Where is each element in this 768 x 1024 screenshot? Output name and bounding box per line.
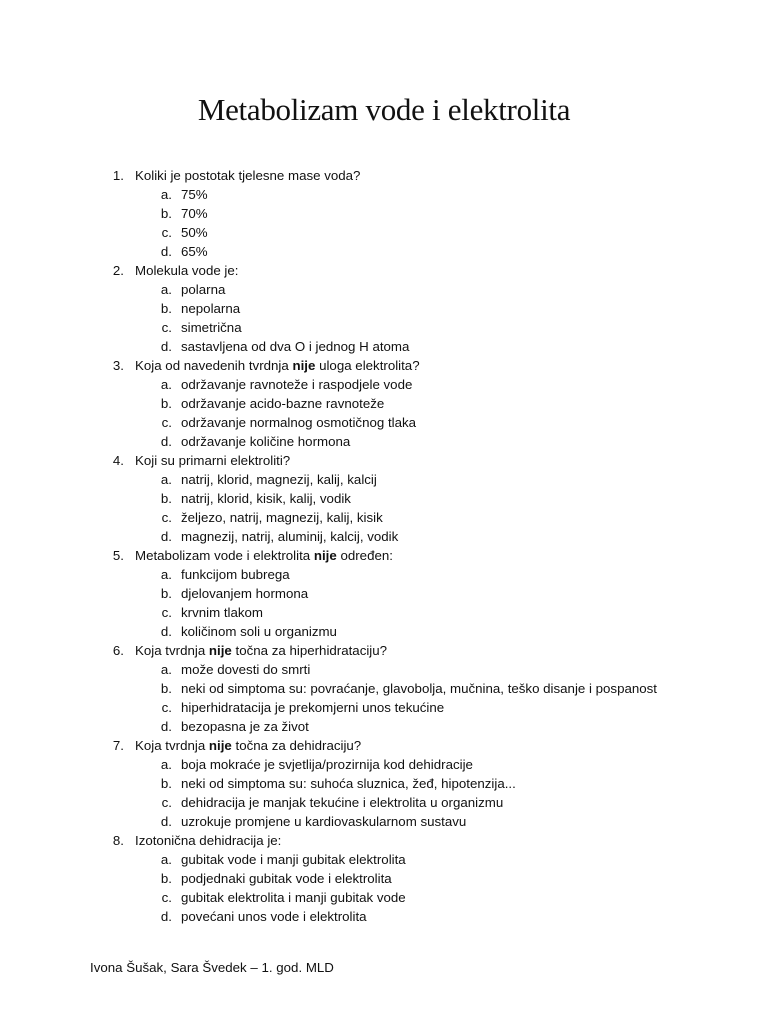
answer-option <box>0 223 768 242</box>
question-row <box>0 546 768 565</box>
answer-option <box>0 755 768 774</box>
answer-text: sastavljena od dva O i jednog H atoma <box>181 339 410 354</box>
answer-letter: c. <box>161 890 172 905</box>
answer-option <box>0 774 768 793</box>
authors-footer: Ivona Šušak, Sara Švedek – 1. god. MLD <box>90 960 334 975</box>
question-text-start: Molekula vode je: <box>135 263 239 278</box>
question-text <box>135 451 290 470</box>
answer-option <box>0 470 768 489</box>
answer-option <box>0 299 768 318</box>
question-row <box>0 641 768 660</box>
question-number: 4. <box>112 453 124 468</box>
answer-letter: d. <box>160 529 172 544</box>
answer-option <box>0 698 768 717</box>
answer-text: funkcijom bubrega <box>181 567 290 582</box>
answer-option <box>0 337 768 356</box>
answer-letter: d. <box>160 244 172 259</box>
answer-option <box>0 185 768 204</box>
question-number: 6. <box>112 643 124 658</box>
answer-letter: c. <box>161 415 172 430</box>
answer-letter: b. <box>160 871 172 886</box>
question-number: 8. <box>112 833 124 848</box>
answer-option <box>0 413 768 432</box>
answer-list <box>0 470 768 546</box>
question-item <box>0 736 768 831</box>
answer-option <box>0 869 768 888</box>
answer-text: gubitak elektrolita i manji gubitak vode <box>181 890 406 905</box>
answer-list <box>0 850 768 926</box>
answer-text: nepolarna <box>181 301 241 316</box>
question-text <box>135 831 281 850</box>
question-number: 3. <box>112 358 124 373</box>
question-list <box>0 166 768 926</box>
answer-text: natrij, klorid, magnezij, kalij, kalcij <box>181 472 377 487</box>
question-text-start: Metabolizam vode i elektrolita <box>135 548 314 563</box>
question-number: 7. <box>112 738 124 753</box>
answer-option <box>0 432 768 451</box>
answer-text: dehidracija je manjak tekućine i elektrolita u organizmu <box>181 795 504 810</box>
question-text-start: Koja od navedenih tvrdnja <box>135 358 293 373</box>
answer-text: održavanje ravnoteže i raspodjele vode <box>181 377 413 392</box>
question-text-start: Koji su primarni elektroliti? <box>135 453 291 468</box>
answer-text: povećani unos vode i elektrolita <box>181 909 367 924</box>
question-negation-emphasis: nije <box>208 738 232 753</box>
answer-option <box>0 242 768 261</box>
question-number: 2. <box>112 263 124 278</box>
answer-list <box>0 375 768 451</box>
answer-text: natrij, klorid, kisik, kalij, vodik <box>181 491 351 506</box>
answer-letter: b. <box>160 776 172 791</box>
answer-text: magnezij, natrij, aluminij, kalcij, vodik <box>181 529 399 544</box>
answer-letter: d. <box>160 814 172 829</box>
answer-option <box>0 850 768 869</box>
answer-letter: d. <box>160 434 172 449</box>
answer-option <box>0 793 768 812</box>
answer-text: 75% <box>181 187 208 202</box>
answer-letter: a. <box>160 662 172 677</box>
question-text-start: Koliki je postotak tjelesne mase voda? <box>135 168 361 183</box>
question-text-end: određen: <box>336 548 393 563</box>
answer-letter: d. <box>160 909 172 924</box>
question-text-start: Izotonična dehidracija je: <box>135 833 282 848</box>
answer-letter: b. <box>160 491 172 506</box>
answer-text: održavanje acido-bazne ravnoteže <box>181 396 385 411</box>
question-text-end: točna za dehidraciju? <box>231 738 362 753</box>
question-text <box>135 261 238 280</box>
answer-letter: a. <box>160 567 172 582</box>
answer-option <box>0 584 768 603</box>
answer-letter: c. <box>161 320 172 335</box>
question-item <box>0 451 768 546</box>
answer-letter: c. <box>161 795 172 810</box>
answer-list <box>0 280 768 356</box>
question-number: 1. <box>112 168 124 183</box>
question-text-start: Koja tvrdnja <box>135 738 209 753</box>
question-text <box>135 736 361 755</box>
answer-option <box>0 679 768 698</box>
answer-letter: b. <box>160 586 172 601</box>
answer-letter: c. <box>161 700 172 715</box>
answer-letter: d. <box>160 339 172 354</box>
question-row <box>0 451 768 470</box>
question-text-start: Koja tvrdnja <box>135 643 209 658</box>
answer-text: neki od simptoma su: povraćanje, glavobolja, mučnina, teško disanje i pospanost <box>181 681 658 696</box>
answer-option <box>0 622 768 641</box>
question-row <box>0 736 768 755</box>
answer-letter: c. <box>161 605 172 620</box>
answer-text: bezopasna je za život <box>181 719 309 734</box>
answer-text: krvnim tlakom <box>181 605 264 620</box>
answer-text: hiperhidratacija je prekomjerni unos tekućine <box>181 700 445 715</box>
answer-option <box>0 888 768 907</box>
answer-text: količinom soli u organizmu <box>181 624 337 639</box>
question-text-end: uloga elektrolita? <box>315 358 420 373</box>
question-negation-emphasis: nije <box>313 548 337 563</box>
answer-list <box>0 185 768 261</box>
question-number: 5. <box>112 548 124 563</box>
answer-text: održavanje količine hormona <box>181 434 351 449</box>
answer-option <box>0 508 768 527</box>
answer-letter: b. <box>160 681 172 696</box>
answer-letter: a. <box>160 757 172 772</box>
question-row <box>0 831 768 850</box>
answer-option <box>0 318 768 337</box>
answer-text: 70% <box>181 206 208 221</box>
answer-option <box>0 527 768 546</box>
answer-text: podjednaki gubitak vode i elektrolita <box>181 871 392 886</box>
answer-option <box>0 375 768 394</box>
question-row <box>0 166 768 185</box>
question-item <box>0 831 768 926</box>
question-item <box>0 641 768 736</box>
answer-letter: a. <box>160 187 172 202</box>
answer-list <box>0 660 768 736</box>
answer-letter: a. <box>160 282 172 297</box>
question-negation-emphasis: nije <box>292 358 316 373</box>
answer-option <box>0 812 768 831</box>
answer-text: gubitak vode i manji gubitak elektrolita <box>181 852 406 867</box>
question-text <box>135 356 420 375</box>
answer-letter: a. <box>160 852 172 867</box>
answer-letter: c. <box>161 225 172 240</box>
answer-list <box>0 755 768 831</box>
question-text-end: točna za hiperhidrataciju? <box>231 643 388 658</box>
answer-text: uzrokuje promjene u kardiovaskularnom sustavu <box>181 814 467 829</box>
answer-text: boja mokraće je svjetlija/prozirnija kod dehidracije <box>181 757 473 772</box>
answer-option <box>0 603 768 622</box>
answer-letter: b. <box>160 396 172 411</box>
answer-option <box>0 717 768 736</box>
page-title: Metabolizam vode i elektrolita <box>197 92 571 127</box>
answer-letter: d. <box>160 624 172 639</box>
answer-text: 65% <box>181 244 208 259</box>
question-negation-emphasis: nije <box>208 643 232 658</box>
answer-option <box>0 660 768 679</box>
question-item <box>0 356 768 451</box>
question-item <box>0 166 768 261</box>
answer-letter: a. <box>160 377 172 392</box>
answer-text: neki od simptoma su: suhoća sluznica, žeđ, hipotenzija... <box>181 776 516 791</box>
question-row <box>0 356 768 375</box>
answer-text: polarna <box>181 282 226 297</box>
answer-option <box>0 280 768 299</box>
answer-option <box>0 907 768 926</box>
answer-letter: b. <box>160 301 172 316</box>
answer-option <box>0 394 768 413</box>
question-text <box>135 641 387 660</box>
question-item <box>0 261 768 356</box>
answer-letter: c. <box>161 510 172 525</box>
answer-text: djelovanjem hormona <box>181 586 309 601</box>
answer-list <box>0 565 768 641</box>
answer-option <box>0 565 768 584</box>
answer-text: 50% <box>181 225 208 240</box>
question-text <box>135 166 360 185</box>
question-item <box>0 546 768 641</box>
answer-option <box>0 489 768 508</box>
answer-text: simetrična <box>181 320 242 335</box>
question-text <box>135 546 393 565</box>
answer-letter: d. <box>160 719 172 734</box>
answer-text: može dovesti do smrti <box>181 662 311 677</box>
answer-letter: a. <box>160 472 172 487</box>
answer-option <box>0 204 768 223</box>
answer-text: željezo, natrij, magnezij, kalij, kisik <box>181 510 383 525</box>
question-row <box>0 261 768 280</box>
answer-letter: b. <box>160 206 172 221</box>
answer-text: održavanje normalnog osmotičnog tlaka <box>181 415 417 430</box>
